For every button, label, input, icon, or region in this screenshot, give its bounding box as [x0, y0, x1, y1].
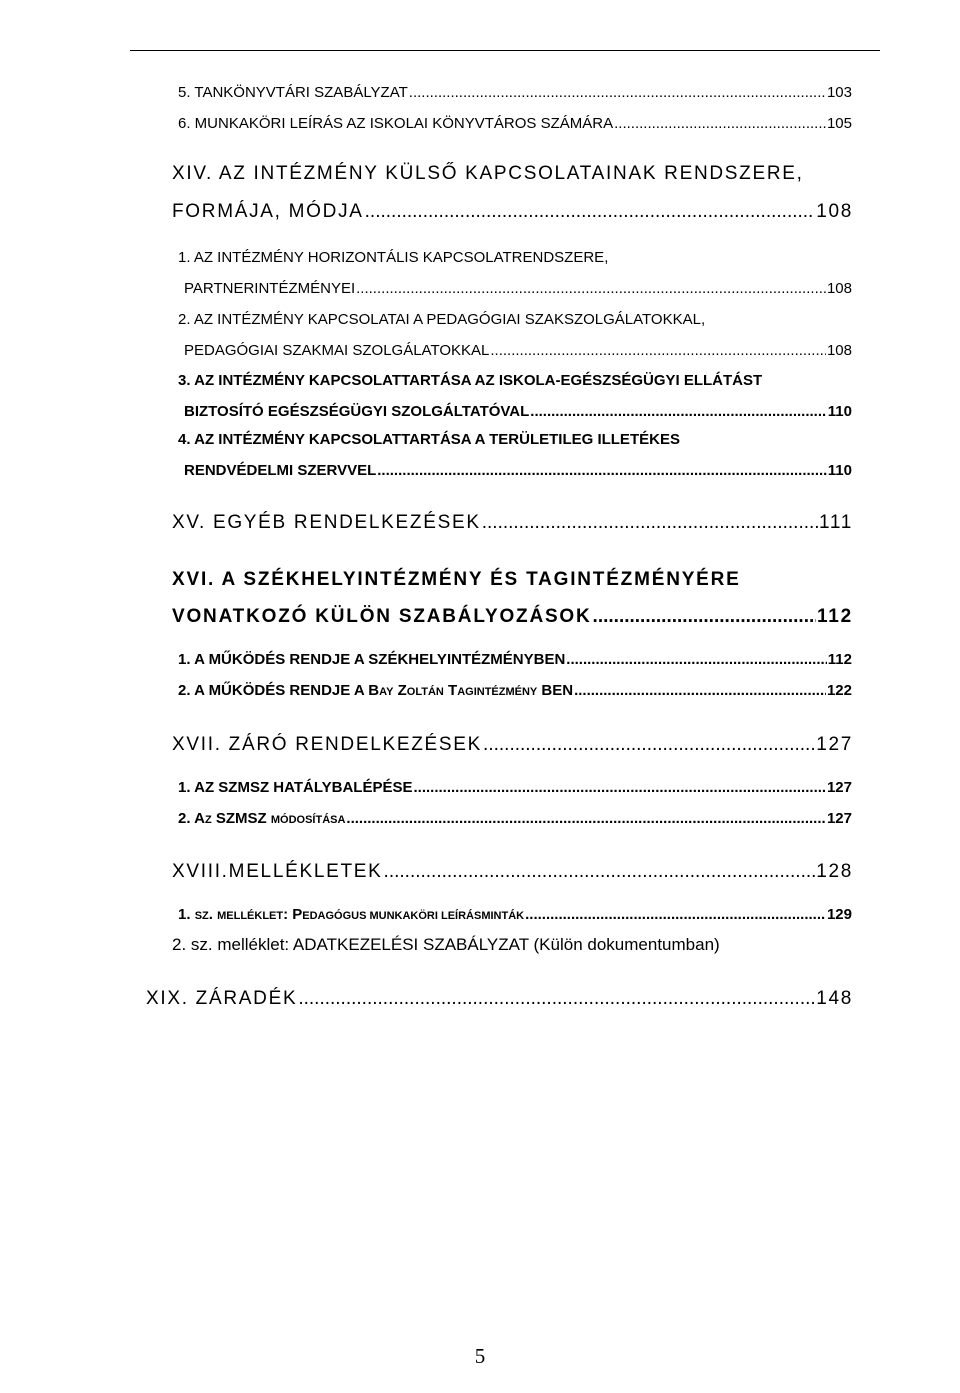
entry-title: XIX. ZÁRADÉK: [146, 988, 298, 1009]
entry-title: 1. AZ SZMSZ HATÁLYBALÉPÉSE: [178, 779, 413, 796]
dot-leader: [384, 861, 816, 883]
toc-entry-tankonyvtari[interactable]: [178, 84, 852, 101]
toc-entry-xiv1[interactable]: [184, 280, 852, 297]
toc-entry-xviii2[interactable]: 2. sz. melléklet: ADATKEZELÉSI SZABÁLYZAT (Külön dokumentumban): [172, 935, 720, 954]
toc-chapter-xiv[interactable]: [172, 201, 853, 223]
entry-title: PEDAGÓGIAI SZAKMAI SZOLGÁLATOKKAL: [184, 342, 490, 359]
dot-leader: [614, 115, 826, 132]
entry-page: 128: [816, 861, 853, 882]
dot-leader: [413, 779, 825, 796]
entry-page: 110: [827, 462, 852, 479]
toc-chapter-xviii[interactable]: [172, 861, 853, 883]
toc-chapter-xvii[interactable]: [172, 734, 853, 756]
toc-chapter-xix[interactable]: [146, 988, 853, 1010]
entry-page: 122: [826, 682, 852, 699]
toc-entry-xviii1[interactable]: [178, 906, 852, 923]
toc-entry-xvii1[interactable]: [178, 779, 852, 796]
entry-title: 1. SZ. MELLÉKLET: PEDAGÓGUS MUNKAKÖRI LEÍRÁSMINTÁK: [178, 906, 525, 923]
dot-leader: [490, 342, 826, 359]
entry-title: XVII. ZÁRÓ RENDELKEZÉSEK: [172, 734, 483, 755]
toc-entry-xiv1-line1[interactable]: 1. AZ INTÉZMÉNY HORIZONTÁLIS KAPCSOLATRENDSZERE,: [178, 249, 609, 266]
dot-leader: [346, 810, 826, 827]
dot-leader: [593, 606, 816, 628]
entry-page: 127: [826, 810, 852, 827]
toc-entry-xiv3[interactable]: [184, 403, 852, 420]
entry-title: 6. MUNKAKÖRI LEÍRÁS AZ ISKOLAI KÖNYVTÁROS SZÁMÁRA: [178, 115, 614, 132]
entry-title: BIZTOSÍTÓ EGÉSZSÉGÜGYI SZOLGÁLTATÓVAL: [184, 403, 530, 420]
toc-chapter-xiv-line1[interactable]: XIV. AZ INTÉZMÉNY KÜLSŐ KAPCSOLATAINAK RENDSZERE,: [172, 163, 804, 184]
dot-leader: [409, 84, 826, 101]
entry-title: 2. AZ SZMSZ MÓDOSÍTÁSA: [178, 810, 346, 827]
toc-entry-xvi1[interactable]: [178, 651, 852, 668]
entry-title: PARTNERINTÉZMÉNYEI: [184, 280, 356, 297]
toc-entry-xiv4-line1[interactable]: 4. AZ INTÉZMÉNY KAPCSOLATTARTÁSA A TERÜLETILEG ILLETÉKES: [178, 431, 680, 448]
dot-leader: [574, 682, 826, 699]
entry-page: 110: [827, 403, 852, 420]
toc-chapter-xvi[interactable]: [172, 606, 853, 628]
dot-leader: [525, 906, 826, 923]
entry-title: RENDVÉDELMI SZERVVEL: [184, 462, 377, 479]
entry-page: 108: [826, 342, 852, 359]
entry-title: 2. A MŰKÖDÉS RENDJE A BAY ZOLTÁN TAGINTÉZMÉNY BEN: [178, 682, 574, 699]
dot-leader: [356, 280, 826, 297]
entry-page: 112: [827, 651, 852, 668]
entry-page: 127: [816, 734, 853, 755]
entry-title: XV. EGYÉB RENDELKEZÉSEK: [172, 512, 481, 533]
entry-page: 148: [816, 988, 853, 1009]
dot-leader: [482, 512, 818, 534]
toc-entry-xiv2-line1[interactable]: 2. AZ INTÉZMÉNY KAPCSOLATAI A PEDAGÓGIAI SZAKSZOLGÁLATOKKAL,: [178, 311, 706, 328]
page-number: 5: [474, 1344, 486, 1368]
entry-page: 111: [819, 512, 853, 533]
entry-title: 5. TANKÖNYVTÁRI SZABÁLYZAT: [178, 84, 408, 101]
entry-title: XVIII.MELLÉKLETEK: [172, 861, 383, 882]
toc-chapter-xvi-line1[interactable]: XVI. A SZÉKHELYINTÉZMÉNY ÉS TAGINTÉZMÉNYÉRE: [172, 569, 741, 590]
entry-page: 103: [826, 84, 852, 101]
toc-entry-xiv2[interactable]: [184, 342, 852, 359]
header-rule: [130, 50, 880, 51]
entry-page: 127: [826, 779, 852, 796]
entry-page: 108: [816, 201, 853, 222]
toc-entry-xiv4[interactable]: [184, 462, 852, 479]
dot-leader: [365, 201, 816, 223]
entry-title: FORMÁJA, MÓDJA: [172, 201, 364, 222]
entry-page: 105: [826, 115, 852, 132]
dot-leader: [566, 651, 827, 668]
toc-entry-xvi2[interactable]: [178, 682, 852, 699]
entry-page: 108: [826, 280, 852, 297]
toc-entry-xiv3-line1[interactable]: 3. AZ INTÉZMÉNY KAPCSOLATTARTÁSA AZ ISKOLA-EGÉSZSÉGÜGYI ELLÁTÁST: [178, 372, 763, 389]
entry-title: VONATKOZÓ KÜLÖN SZABÁLYOZÁSOK: [172, 606, 592, 627]
dot-leader: [483, 734, 815, 756]
toc-entry-xvii2[interactable]: [178, 810, 852, 827]
dot-leader: [377, 462, 827, 479]
entry-page: 112: [816, 606, 853, 627]
entry-title: 1. A MŰKÖDÉS RENDJE A SZÉKHELYINTÉZMÉNYBEN: [178, 651, 566, 668]
toc-entry-munkakori-leiras[interactable]: [178, 115, 852, 132]
dot-leader: [298, 988, 815, 1010]
entry-page: 129: [826, 906, 852, 923]
toc-chapter-xv[interactable]: [172, 512, 853, 534]
dot-leader: [530, 403, 827, 420]
